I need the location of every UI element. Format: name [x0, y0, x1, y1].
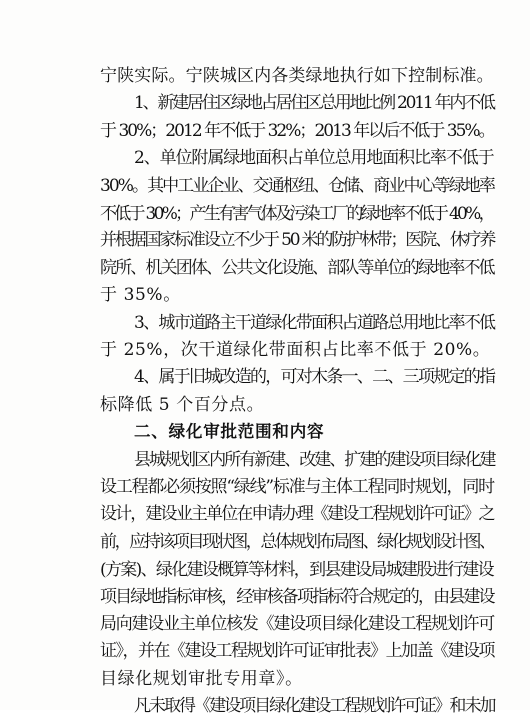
text-line: 标降低 5 个百分点。	[100, 394, 265, 415]
text-line: 于 35%。	[100, 285, 181, 306]
text-line: 凡未取得《建设项目绿化建设工程规划许可证》和未加	[134, 696, 495, 716]
text-line: 3、城市道路主干道绿化带面积占道路总用地比率不低	[134, 312, 495, 333]
section-heading: 二、绿化审批范围和内容	[134, 422, 325, 442]
text-line: 于 25%，次干道绿化带面积占比率不低于 20%。	[100, 340, 491, 360]
text-line: (方案)、绿化建设概算等材料，到县建设局城建股进行建设	[100, 559, 493, 580]
text-line: 并根据国家标准设立不少于 50 米的防护林带；医院、休疗养	[100, 230, 495, 251]
text-line: 宁陕实际。宁陕城区内各类绿地执行如下控制标准。	[100, 66, 494, 86]
text-line: 4、属于旧城改造的，可对木条一、二、三项规定的指	[134, 367, 495, 388]
text-line: 项目绿地指标审核，经审核备项指标符合规定的，由县建设	[100, 586, 494, 607]
text-line: 设计，建设业主单位在申请办理《建设工程规划许可证》之	[100, 504, 494, 525]
text-line: 设工程都必须按照“绿线”标准与主体工程同时规划，同时	[100, 477, 494, 497]
text-line: 不低于 30%；产生有害气体及污染工厂的绿地率不低于 40%，	[100, 203, 493, 223]
text-line: 局向建设业主单位核发《建设项目绿化建设工程规划许可	[100, 614, 494, 634]
text-line: 于 30%；2012 年不低于 32%；2013 年以后不低于 35%。	[100, 120, 494, 141]
text-line: 2、单位附属绿地面积占单位总用地面积比率不低于	[134, 148, 494, 169]
text-line: 院所、机关团体、公共文化设施、部队等单位的绿地率不低	[100, 257, 494, 278]
text-line: 1、新建居住区绿地占居住区总用地比例 2011 年内不低	[134, 93, 494, 114]
text-line: 30%。其中工业企业、交通枢纽、仓储、商业中心等绿地率	[100, 175, 494, 196]
text-line: 前，应持该项目现状图，总体规划布局图、绿化规划设计图、	[100, 531, 494, 552]
text-line: 目绿化规划审批专用章》。	[100, 668, 303, 689]
text-line: 县城规划区内所有新建、改建、扩建的建设项目绿化建	[134, 449, 495, 470]
text-line: 证》，并在《建设工程规划许可证审批表》上加盖《建设项	[100, 641, 494, 662]
